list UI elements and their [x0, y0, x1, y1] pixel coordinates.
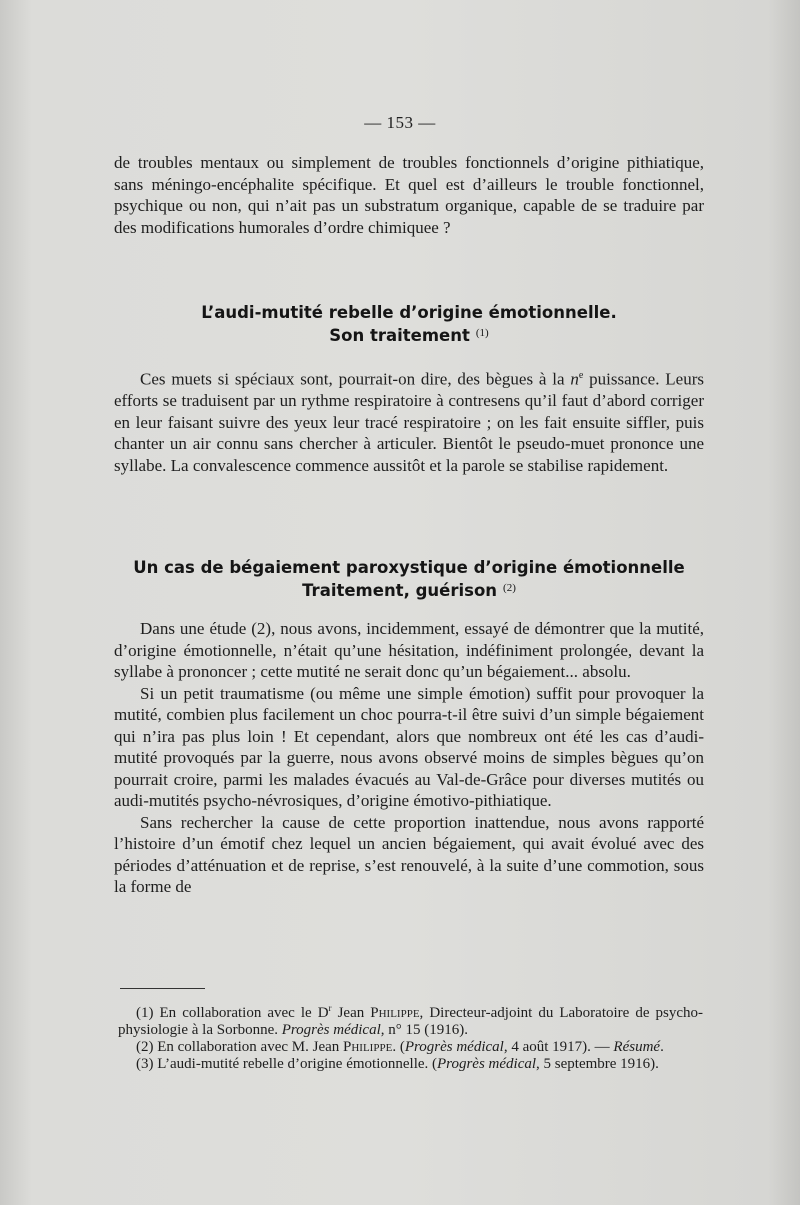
section1-title-line1: L’audi-mutité rebelle d’origine émotionnelle.: [201, 303, 617, 322]
footnote-2: [118, 1039, 703, 1056]
page-number: — 153 —: [364, 113, 436, 132]
fn2-resume: Résumé: [613, 1039, 661, 1055]
fn2-c: , 4 août 1917). —: [503, 1039, 614, 1055]
section2-body: [114, 618, 704, 898]
fn2-a: (2) En collaboration avec M. Jean: [136, 1039, 344, 1055]
section2-heading: [114, 557, 704, 601]
intro-paragraph: de troubles mentaux ou simplement de troubles fonctionnels d’origine pithiatique, sans méningo-encéphalite spécifique. Et quel est d’ailleurs le trouble fonctionnel, psychique ou non, qui n’ait pas un substratum organique, capable de se traduire par des modifications humorales d’ordre chimiquee ?: [114, 153, 704, 237]
fn1-journal: Progrès médical: [281, 1022, 381, 1038]
footnote-3: [118, 1056, 703, 1073]
section2-title-line2: Traitement, guérison: [302, 581, 498, 600]
intro-paragraph-block: [114, 152, 704, 238]
fn2-d: .: [660, 1039, 664, 1055]
section1-paragraph-start: Ces muets si spéciaux sont, pourrait-on dire, des bègues à la: [140, 369, 571, 389]
section1-paragraph-power: n: [570, 369, 579, 389]
section1-title-note: (1): [475, 327, 489, 339]
section1-paragraph: [114, 365, 704, 476]
fn1-sup: r: [328, 1003, 332, 1013]
section2-title-note: (2): [503, 582, 516, 594]
fn3-a: (3) L’audi-mutité rebelle d’origine émotionnelle. (: [136, 1056, 438, 1072]
fn2-journal: Progrès médical: [404, 1039, 504, 1055]
section1-body: [114, 365, 704, 476]
fn1-c: , Directeur-adjoint du Laboratoire de psycho-physiologie à la Sorbonne.: [118, 1005, 704, 1038]
section1-title-line2: Son traitement: [329, 326, 470, 345]
section2-title-line2-wrap: [114, 578, 704, 601]
section2-paragraph-2: Si un petit traumatisme (ou même une simple émotion) suffit pour provoquer la mutité, combien plus facilement un choc pourra-t-il être suivi d’un simple bégaiement qui n’ira pas plus loin ! Et cependant, alors que nombreux ont été les cas d’audi-mutité provoqués par la guerre, nous avons observé moins de simples bègues qu’on pourrait croire, parmi les malades évacués au Val-de-Grâce pour diverses mutités ou audi-mutités psycho-névrosiques, d’origine émotivo-pithiatique.: [114, 683, 704, 810]
footnote-rule: [120, 988, 205, 989]
footnote-1: [118, 1000, 703, 1039]
fn3-journal: Progrès médical: [437, 1056, 537, 1072]
fn2-name: Philippe: [343, 1039, 393, 1055]
section2-paragraph-3: Sans rechercher la cause de cette proportion inattendue, nous avons rapporté l’histoire d’un émotif chez lequel un ancien bégaiement, qui avait évolué avec des périodes d’atténuation et de reprise, s’est renouvelé, à la suite d’une commotion, sous la forme de: [114, 812, 704, 896]
fn1-name: Philippe: [370, 1005, 420, 1021]
fn1-a: (1) En collaboration avec le D: [136, 1005, 329, 1021]
section2-paragraph-1: Dans une étude (2), nous avons, incidemment, essayé de démontrer que la mutité, d’origine émotionnelle, n’était qu’une hésitation, indéfiniment prolongée, devant la syllabe à prononcer ; cette mutité ne serait donc qu’un bégaiement... absolu.: [114, 619, 704, 681]
footnotes: [118, 1000, 703, 1073]
section1-paragraph-end: puissance. Leurs efforts se traduisent par un rythme respiratoire à contresens qu’il faut d’abord corriger en leur faisant suivre des yeux leur tracé respiratoire ; on les fait ensuite siffler, puis chanter un air connu sans chercher à articuler. Bientôt le pseudo-muet prononce une syllabe. La convalescence commence aussitôt et la parole se stabilise rapidement.: [114, 369, 704, 475]
section2-title-line1: Un cas de bégaiement paroxystique d’origine émotionnelle: [133, 558, 685, 577]
fn2-b: . (: [392, 1039, 405, 1055]
section1-title-line2-wrap: [114, 323, 704, 346]
fn3-b: , 5 septembre 1916).: [536, 1056, 659, 1072]
section1-heading: [114, 302, 704, 346]
section1-paragraph-power-sup: e: [578, 370, 584, 381]
fn1-b: Jean: [331, 1005, 371, 1021]
fn1-d: , n° 15 (1916).: [380, 1022, 468, 1038]
